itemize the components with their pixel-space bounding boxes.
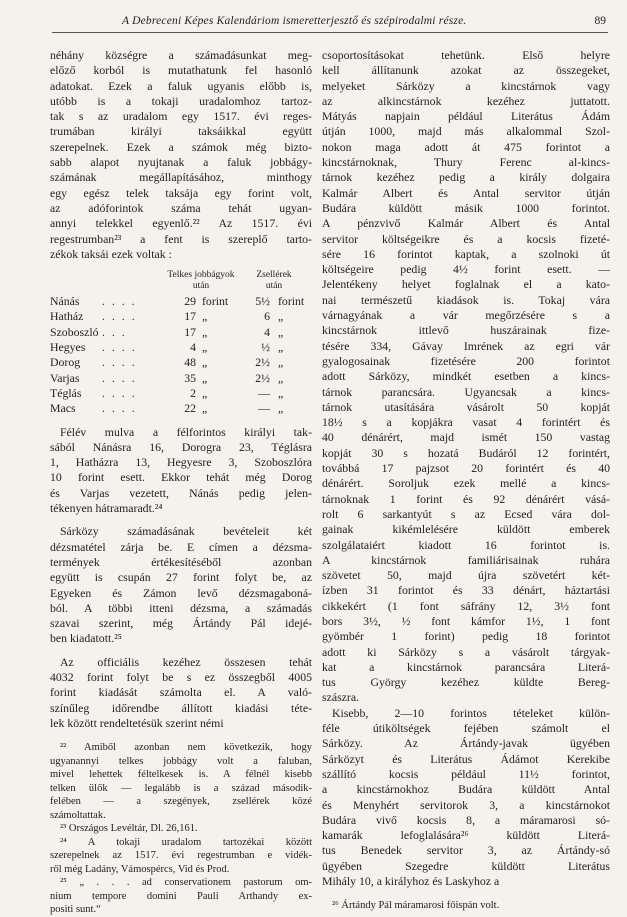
text-line: színűleg időrendbe állított kiadási téte- (50, 700, 312, 715)
text-line: nai természetű kiadások is. Tokaj vára (322, 292, 610, 307)
text-line: várnagyának a vár megőrzésére s a (322, 308, 610, 323)
text-line: gainak kikémlelésére küldött emberek (322, 522, 610, 537)
table-cell-v1: 29 (184, 294, 196, 309)
text-line: melyeket Sárközy a kincstárnok vagy (322, 78, 610, 93)
table-cell-name: Hegyes (50, 340, 86, 355)
table-cell-dots: . . . . (102, 294, 137, 309)
table-row (50, 386, 312, 401)
footnote-25 (50, 876, 312, 917)
text-line: nium tempore domini Pauli Arthandy ex- (50, 890, 312, 902)
table-cell-name: Macs (50, 401, 76, 416)
table-cell-name: Varjas (50, 370, 80, 385)
text-line: lek között rendeltetésük szerint némi (50, 715, 224, 730)
text-line: az adóforintok száma tehát ugyan- (50, 200, 312, 215)
left-paragraph-2 (50, 425, 312, 517)
text-line: 1, Hatházra 13, Hegyesre 3, Szoboszlóra (50, 455, 312, 470)
text-line: Sárközy. Az Ártándy-javak ügyében (322, 736, 610, 751)
table-cell-dots: . . . . (102, 309, 137, 324)
table-cell-u2: „ (278, 309, 284, 324)
text-line: tus Benedek servitor 3, az Ártándy-só (322, 843, 610, 858)
text-line: továbbá 17 pajzsot 20 forintért és 40 (322, 461, 610, 476)
text-line: Sárközy számadásának bevételeit két (60, 524, 312, 539)
table-cell-v2: ½ (261, 340, 270, 355)
text-line: ugyanannyi telkes jobbágy volt a faluban, (50, 755, 312, 767)
text-line: adott ki Sárközy s a vásárolt tárgyak- (322, 644, 610, 659)
text-line: szolgálataiért kiadott 16 forintot is. (322, 537, 610, 552)
text-line: féle útiköltségek fejében számolt el (322, 721, 610, 736)
right-paragraph-1 (322, 48, 610, 706)
text-line: dézsmatétel zárja be. E címen a dézsma- (50, 539, 312, 554)
text-line: 40 dénárért, majd ismét 150 vastag (322, 430, 610, 445)
text-line: felében — a szegények, zsellérek közé (50, 796, 312, 808)
table-cell-v1: 2 (190, 385, 196, 400)
text-line: előző korból is mutathatunk fel hasonló (50, 63, 312, 78)
footnote-23 (50, 822, 312, 836)
text-line: szerepelnek az 1517. évi regestrumban e vidék- (50, 850, 312, 862)
text-line: ²³ Országos Levéltár, Dl. 26,161. (60, 823, 198, 835)
table-cell-u1: „ (202, 355, 208, 370)
text-line: és Menyhért servitorok 3, a kincstárnokot (322, 797, 610, 812)
right-paragraph-2 (322, 706, 610, 890)
text-line: termények értékesítéséből azonban (50, 554, 312, 569)
text-line: ről még Ladány, Vámospércs, Vid és Prod. (50, 863, 230, 875)
table-cell-v2: — (258, 401, 270, 416)
text-line: kopját 30 s hozatá Budáról 12 forintért, (322, 445, 610, 460)
text-line: útján 1000, majd más alkalommal Szol- (322, 124, 610, 139)
table-cell-u2: „ (278, 324, 284, 339)
header-zsellerek: Zsellérek (256, 270, 292, 281)
text-line: Mihály 10, a királyhoz és Laskyhoz a (322, 874, 500, 889)
text-line: egy egész telek taksája egy forint volt, (50, 185, 312, 200)
table-cell-v1: 4 (190, 340, 196, 355)
left-paragraph-3 (50, 524, 312, 646)
text-line: csoportosításokat tehetünk. Első helyre (322, 48, 610, 62)
text-line: szászra. (322, 690, 360, 705)
table-cell-u1: „ (202, 370, 208, 385)
table-cell-v1: 35 (184, 370, 196, 385)
table-cell-u2: „ (278, 385, 284, 400)
table-cell-v1: 17 (184, 324, 196, 339)
right-column (322, 48, 610, 913)
text-line: néhány községre a számadásunkat meg- (50, 48, 312, 62)
table-cell-u1: „ (202, 401, 208, 416)
table-cell-v1: 22 (184, 401, 196, 416)
table-cell-v2: 4 (264, 324, 270, 339)
text-line: regestrumban²³ a fent is szereplő tarto- (50, 231, 312, 246)
text-line: positi sunt.“ (50, 904, 101, 916)
table-cell-u1: „ (202, 324, 208, 339)
text-line: sabb alapot nyujtanak a faluk jobbágy- (50, 155, 312, 170)
table-cell-u1: „ (202, 309, 208, 324)
left-paragraph-1 (50, 48, 312, 262)
table-cell-name: Téglás (50, 385, 82, 400)
left-paragraph-4 (50, 655, 312, 731)
left-column (50, 48, 312, 917)
text-line: Sárközyt és Literátus Ádámot Kerekibe (322, 751, 610, 766)
text-line: tárnoknak 1 forint és 92 dénárért vásá- (322, 491, 610, 506)
table-row (50, 401, 312, 416)
text-line: gyömbér 1 forint) pedig 18 forintot (322, 629, 610, 644)
text-line: Mátyás napjain például Literátus Ádám (322, 109, 610, 124)
running-header (52, 14, 608, 33)
table-cell-name: Szoboszló (50, 324, 99, 339)
text-line: Jelentékeny helyet foglalnak el a kato- (322, 277, 610, 292)
text-line: Kisebb, 2—10 forintos tételeket külön- (332, 705, 610, 720)
text-line: Az officiális kezéhez összesen tehát (60, 654, 312, 669)
text-line: A kincstárnok familiárisainak ruhára (322, 552, 610, 567)
text-line: dénárért. Soroljuk ezek mellé a kincs- (322, 476, 610, 491)
table-cell-dots: . . . . (102, 370, 137, 385)
text-line: trumában királyi taksáikkal együtt (50, 124, 312, 139)
text-line: kincstárnoknak, Thury Ferenc al-kincs- (322, 155, 610, 170)
text-line: kamarák lefoglalására²⁶ küldött Literá- (322, 828, 610, 843)
text-line: kell állítanunk azokat az összegeket, (322, 63, 610, 78)
text-line: A pénzvivő Kalmár Albert és Antal (322, 216, 610, 231)
text-line: költségeire pedig 4½ forint esett. — (322, 262, 610, 277)
table-row (50, 355, 312, 370)
table-cell-u1: „ (202, 385, 208, 400)
text-line: zékok taksái ezek voltak : (50, 246, 172, 261)
tax-table-header (50, 270, 312, 294)
text-line: annyi telekkel egyenlő.²² Az 1517. évi (50, 216, 312, 231)
text-line: együtt is csupán 27 forint folyt be, az (50, 570, 312, 585)
table-cell-name: Hatház (50, 309, 84, 324)
text-line: tus György kezéhez küldte Bereg- (322, 675, 610, 690)
text-line: tésére 334, Gávay Imrének az egri vár (322, 338, 610, 353)
text-line: tak s az uradalom egy 1517. évi reges- (50, 109, 312, 124)
table-cell-name: Nánás (50, 294, 80, 309)
text-line: sából Nánásra 16, Dorogra 23, Téglásra (50, 439, 312, 454)
table-cell-u1: forint (202, 294, 229, 309)
text-line: cikkekért (1 font sáfrány 12, 3½ font (322, 598, 610, 613)
table-cell-u2: „ (278, 340, 284, 355)
text-line: gyalogosainak fizetésére 200 forintot (322, 353, 610, 368)
footnote-26: ²⁶ Ártándy Pál máramarosi főispán volt. (332, 900, 500, 912)
text-line: számoltattak. (50, 809, 106, 821)
header-title: A Debreceni Képes Kalendáriom ismeretterjesztő és szépirodalmi része. (122, 15, 467, 27)
text-line: servitor költségeikre és a kocsis fizeté- (322, 231, 610, 246)
text-line: utóbb is a tokaji uradalomhoz tartoz- (50, 93, 312, 108)
text-line: tárnok parancsára. Ugyancsak a kincs- (322, 384, 610, 399)
text-line: sére 16 forintot kaptak, a szolnoki út (322, 246, 610, 261)
table-cell-v1: 48 (184, 355, 196, 370)
text-line: Egyeken és Zámon levő dézsmagaboná- (50, 585, 312, 600)
table-cell-v2: 6 (264, 309, 270, 324)
text-line: Budára vivő kocsis 8, a máramarosi só- (322, 812, 610, 827)
table-cell-u2: „ (278, 355, 284, 370)
text-line: kincstárnok ittlevő huszárainak fize- (322, 323, 610, 338)
text-line: szerepelnek. Ezek a számok még bizto- (50, 139, 312, 154)
table-cell-dots: . . . . (102, 355, 137, 370)
table-row (50, 340, 312, 355)
text-line: forint kiadását számolta el. A való- (50, 685, 312, 700)
text-line: 18½ s a kopjákra vasat 4 forintért és (322, 415, 610, 430)
table-cell-v2: 2½ (255, 370, 270, 385)
table-cell-u2: „ (278, 401, 284, 416)
text-line: 10 forint esett. Ekkor tehát még Dorog (50, 470, 312, 485)
table-row (50, 294, 312, 309)
table-cell-v2: 5½ (255, 294, 270, 309)
text-line: szállító kocsis például 11½ forintot, (322, 766, 610, 781)
text-line: Kalmár Albert és Antal servitor útján (322, 185, 610, 200)
text-line: kat a kincstárnok parancsára Literá- (322, 659, 610, 674)
text-line: számának megállapításához, minthogy (50, 170, 312, 185)
text-line: az alkincstárnok kezéhez juttatott. (322, 93, 610, 108)
text-line: ból. A többi itteni dézsma, a számadás (50, 600, 312, 615)
table-cell-u1: „ (202, 340, 208, 355)
text-line: ²⁵ „ . . . ad conservationem pastorum om- (60, 877, 312, 889)
header-zsellerek-utan: után (265, 281, 283, 292)
table-cell-dots: . . . (102, 324, 127, 339)
table-cell-v2: 2½ (255, 355, 270, 370)
text-line: bors 3½, ½ font kámfor 1½, 1 font (322, 613, 610, 628)
table-row (50, 309, 312, 324)
text-line: Budára küldött másik 1000 forintot. (322, 200, 610, 215)
text-line: tékenyen hátramaradt.²⁴ (50, 501, 163, 516)
footnote-22 (50, 741, 312, 822)
text-line: szavai szerint, még Ártándy Pál idejé- (50, 616, 312, 631)
text-line: ízben 31 forintot és 33 dénárt, háztartási (322, 583, 610, 598)
text-line: telken ülők — legalább is a század második- (50, 782, 312, 794)
text-line: tárnok kezéhez pedig a király dolgaira (322, 170, 610, 185)
text-line: 4032 forint folyt be s ez összegből 4005 (50, 669, 312, 684)
text-line: tárnok utasítására vásárolt 50 kopját (322, 399, 610, 414)
text-line: szövetet 50, majd újra szövetért két- (322, 568, 610, 583)
table-row (50, 371, 312, 386)
table-cell-u2: forint (278, 294, 305, 309)
table-cell-dots: . . . . (102, 401, 137, 416)
text-line: ügyében Szegedre küldött Literátus (322, 858, 610, 873)
tax-table (50, 294, 312, 416)
text-line: és Varjas vezetett, Nánás pedig jelen- (50, 485, 312, 500)
table-cell-name: Dorog (50, 355, 81, 370)
text-line: a kincstárnokhoz Budára küldött Antal (322, 782, 610, 797)
text-line: adott Sárközy, mindkét esetben a kincs- (322, 369, 610, 384)
table-cell-v1: 17 (184, 309, 196, 324)
table-cell-v2: — (258, 385, 270, 400)
text-line: mivel lehettek féltelkesek is. A félnél kisebb (50, 769, 312, 781)
text-line: rolt 6 sarkantyút s az Ecsed vára dol- (322, 506, 610, 521)
table-row (50, 325, 312, 340)
text-line: Félév mulva a félforintos királyi tak- (60, 424, 312, 439)
text-line: ²² Amiből azonban nem következik, hogy (60, 742, 312, 754)
page-number: 89 (594, 15, 606, 27)
text-line: ben kiadatott.²⁵ (50, 631, 122, 646)
table-cell-u2: „ (278, 370, 284, 385)
table-cell-dots: . . . . (102, 385, 137, 400)
table-cell-dots: . . . . (102, 340, 137, 355)
header-telkes: Telkes jobbágyok (167, 270, 235, 281)
text-line: ²⁴ A tokaji uradalom tartozékai között (60, 836, 312, 848)
header-telkes-utan: után (192, 281, 210, 292)
text-line: adatokat. Ezek a faluk ugyanis előbb is, (50, 78, 312, 93)
footnote-24 (50, 836, 312, 877)
text-line: nokon maga adott át 475 forintot a (322, 139, 610, 154)
